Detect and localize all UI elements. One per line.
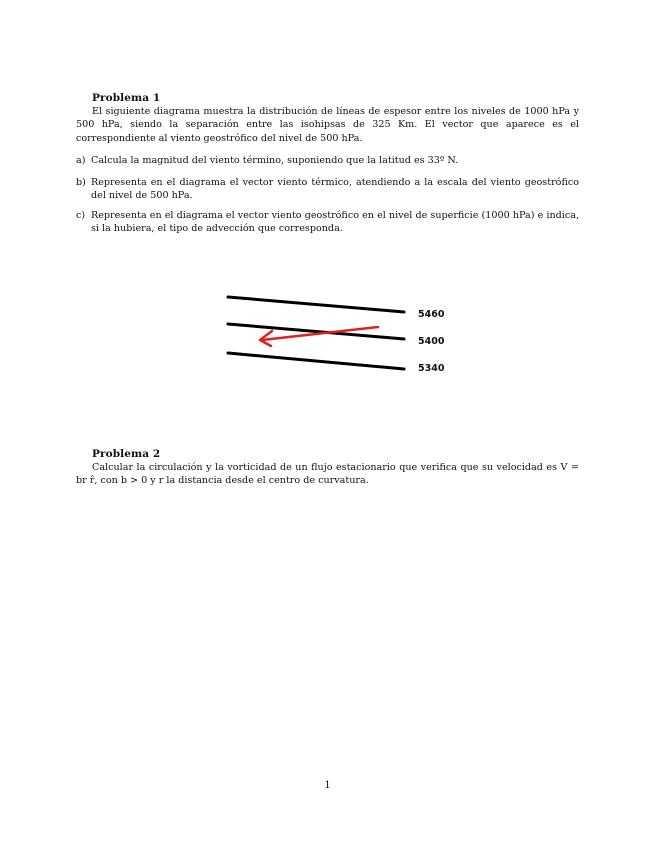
problem-1-intro: El siguiente diagrama muestra la distribución de líneas de espesor entre los niveles de 1000 hPa y 500 hPa, siendo la separación entre las isohipsas de 325 Km. El vector que aparece es el correspondiente al viento geostrófico del nivel de 500 hPa. (76, 106, 579, 144)
item-text: Representa en el diagrama el vector viento geostrófico en el nivel de superficie (1000 hPa) e indica, si la hubiera, el tipo de advección que corresponda. (91, 210, 579, 235)
item-marker: c) (76, 210, 86, 221)
problem-1-item-c (76, 209, 579, 236)
isoline-5460 (228, 297, 404, 312)
isoline-label: 5340 (418, 363, 445, 374)
problem-1-item-b (76, 176, 579, 203)
item-marker: a) (76, 155, 86, 166)
item-text: Representa en el diagrama el vector viento térmico, atendiendo a la escala del viento geostrófico del nivel de 500 hPa. (91, 177, 579, 202)
problem-2-title: Problema 2 (92, 448, 161, 460)
problem-1-item-a (76, 154, 579, 167)
isoline-label: 5400 (418, 336, 445, 347)
problem-1-title: Problema 1 (92, 92, 161, 104)
item-marker: b) (76, 177, 86, 188)
isoline-label: 5460 (418, 309, 445, 320)
item-text: Calcula la magnitud del viento término, suponiendo que la latitud es 33º N. (91, 155, 459, 166)
problem-2-text: Calcular la circulación y la vorticidad de un flujo estacionario que verifica que su velocidad es V = br r̂, con b > 0 y r la distancia desde el centro de curvatura. (76, 462, 579, 487)
page-number: 1 (324, 780, 331, 791)
thickness-diagram (220, 288, 460, 388)
isoline-5340 (228, 353, 404, 369)
